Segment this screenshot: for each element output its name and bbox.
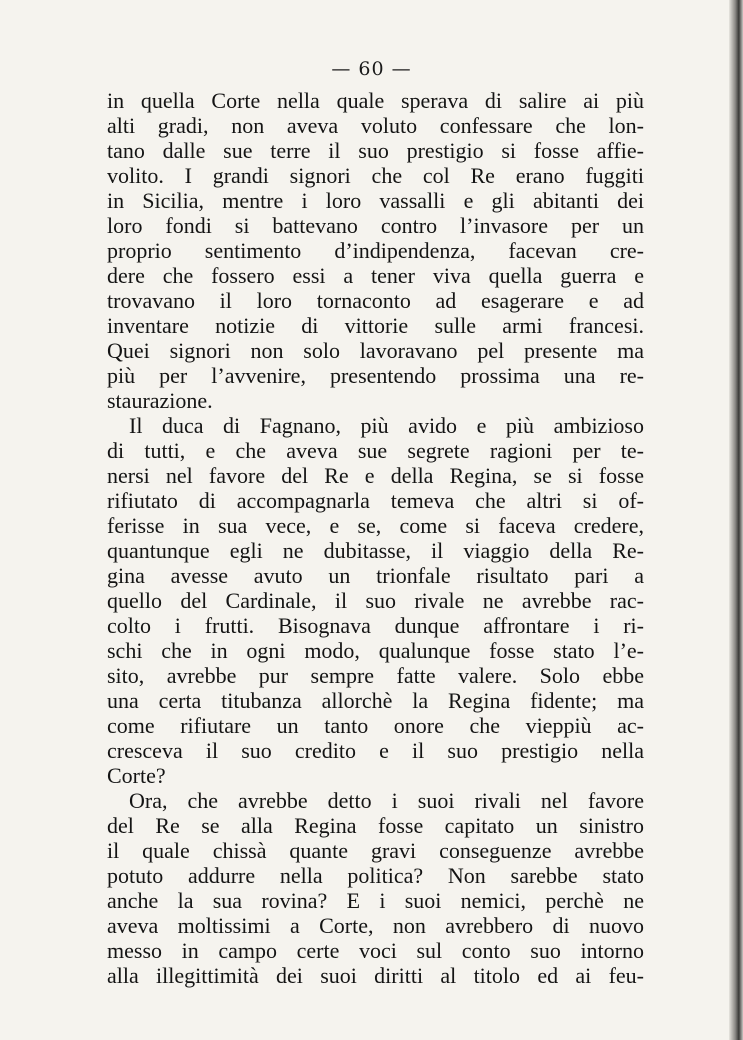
text-line: sito, avrebbe pur sempre fatte valere. Solo ebbe	[107, 663, 644, 688]
text-line: il quale chissà quante gravi conseguenze avrebbe	[107, 838, 644, 863]
text-line: quello del Cardinale, il suo rivale ne avrebbe rac-	[107, 588, 644, 613]
text-line: aveva moltissimi a Corte, non avrebbero di nuovo	[107, 913, 644, 938]
text-line: ferisse in sua vece, e se, come si faceva credere,	[107, 513, 644, 538]
text-line: cresceva il suo credito e il suo prestigio nella	[107, 738, 644, 763]
text-line: gina avesse avuto un trionfale risultato pari a	[107, 563, 644, 588]
paragraph-3	[107, 788, 644, 988]
text-line: Corte?	[107, 763, 166, 788]
text-line: volito. I grandi signori che col Re erano fuggiti	[107, 163, 644, 188]
text-line: come rifiutare un tanto onore che vieppiù ac-	[107, 713, 644, 738]
text-line: Quei signori non solo lavoravano pel presente ma	[107, 338, 644, 363]
text-line: colto i frutti. Bisognava dunque affrontare i ri-	[107, 613, 644, 638]
text-line: nersi nel favore del Re e della Regina, se si fosse	[107, 463, 644, 488]
text-line: Il duca di Fagnano, più avido e più ambizioso	[129, 413, 644, 438]
text-line: di tutti, e che aveva sue segrete ragioni per te-	[107, 438, 644, 463]
text-line: loro fondi si battevano contro l’invasore per un	[107, 213, 644, 238]
text-line: proprio sentimento d’indipendenza, facevan cre-	[107, 238, 644, 263]
text-line: quantunque egli ne dubitasse, il viaggio della Re-	[107, 538, 644, 563]
text-line: inventare notizie di vittorie sulle armi francesi.	[107, 313, 644, 338]
text-line: schi che in ogni modo, qualunque fosse stato l’e-	[107, 638, 644, 663]
paragraph-1	[107, 88, 644, 413]
text-line: rifiutato di accompagnarla temeva che altri si of-	[107, 488, 644, 513]
text-line: Ora, che avrebbe detto i suoi rivali nel favore	[129, 788, 644, 813]
text-line: alti gradi, non aveva voluto confessare che lon-	[107, 113, 644, 138]
text-line: staurazione.	[107, 388, 213, 413]
text-line: alla illegittimità dei suoi diritti al titolo ed ai feu-	[107, 963, 644, 988]
text-line: tano dalle sue terre il suo prestigio si fosse affie-	[107, 138, 644, 163]
text-line: messo in campo certe voci sul conto suo intorno	[107, 938, 644, 963]
paragraph-2	[107, 413, 644, 788]
text-line: in quella Corte nella quale sperava di salire ai più	[107, 88, 644, 113]
page-number: — 60 —	[331, 58, 412, 80]
text-line: in Sicilia, mentre i loro vassalli e gli abitanti dei	[107, 188, 644, 213]
text-line: più per l’avvenire, presentendo prossima una re-	[107, 363, 644, 388]
body-text	[107, 88, 644, 988]
text-line: una certa titubanza allorchè la Regina fidente; ma	[107, 688, 644, 713]
text-line: del Re se alla Regina fosse capitato un sinistro	[107, 813, 644, 838]
page-edge-shadow	[729, 0, 743, 1040]
text-line: dere che fossero essi a tener viva quella guerra e	[107, 263, 644, 288]
text-line: anche la sua rovina? E i suoi nemici, perchè ne	[107, 888, 644, 913]
text-line: potuto addurre nella politica? Non sarebbe stato	[107, 863, 644, 888]
text-line: trovavano il loro tornaconto ad esagerare e ad	[107, 288, 644, 313]
